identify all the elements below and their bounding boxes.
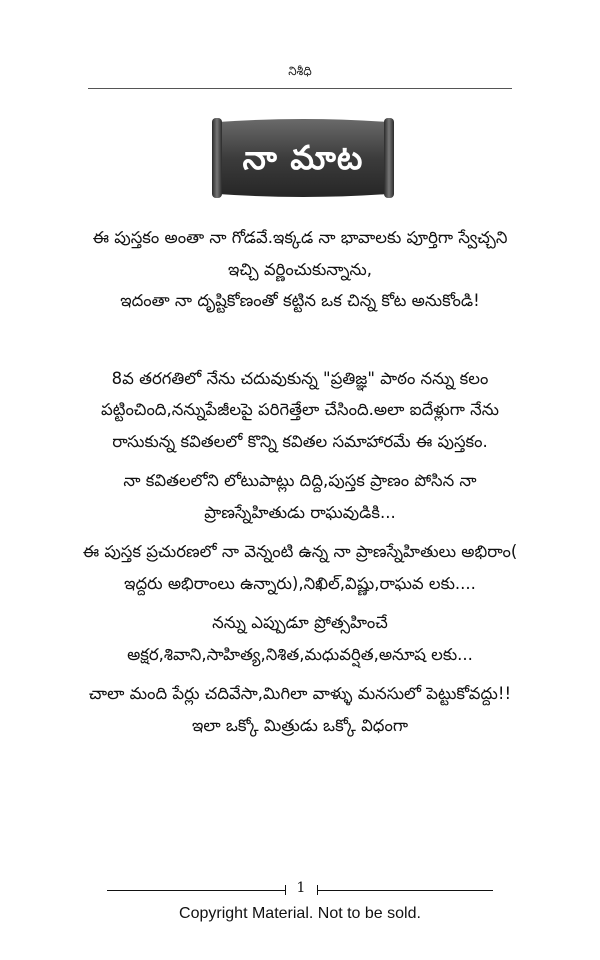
copyright-notice: Copyright Material. Not to be sold.	[179, 905, 421, 922]
footer-rule-right	[317, 890, 493, 891]
chapter-banner	[210, 114, 396, 202]
paragraph: నన్ను ఎప్పుడూ ప్రోత్సహించే అక్షర,శివాని,సాహిత్య,నిశిత,మధువర్షిత,అనూష లకు...	[127, 613, 473, 664]
paragraph: ఈ పుస్తక ప్రచురణలో నా వెన్నంటి ఉన్న నా ప్రాణస్నేహితులు అభిరాం( ఇద్దరు అభిరాంలు ఉన్నారు),నిఖిల్,విష్ణు,రాఘవ లకు....	[82, 542, 518, 593]
running-head-title: నిశీధి	[288, 64, 312, 78]
paragraph: ఈ పుస్తకం అంతా నా గోడవే.ఇక్కడ నా భావాలకు పూర్తిగా స్వేచ్చని ఇచ్చి వర్ణించుకున్నాను,	[92, 228, 508, 279]
paragraph: ఇదంతా నా దృష్టికోణంతో కట్టిన ఒక చిన్న కోట అనుకోండి!	[120, 291, 480, 310]
header-divider	[88, 88, 512, 89]
paragraph: 8వ తరగతిలో నేను చదువుకున్న "ప్రతిజ్ఞ" పాఠం నన్ను కలం పట్టించింది,నన్నుపేజీలపై పరిగెత్తేలా చేసింది.అలా ఐదేళ్లుగా నేను రాసుకున్న కవితలలో కొన్ని కవితల సమాహారమే ఈ పుస్తకం.	[100, 368, 500, 451]
paragraph-gap	[78, 317, 522, 363]
paragraph: చాలా మంది పేర్లు చదివేసా,మిగిలా వాళ్ళు మనసులో పెట్టుకోవద్దు!! ఇలా ఒక్కో మిత్రుడు ఒక్కో విధంగా	[88, 684, 512, 735]
page-number: 1	[296, 880, 306, 896]
preface-body	[78, 222, 522, 741]
paragraph: నా కవితలలోని లోటుపాట్లు దిద్ది,పుస్తక ప్రాణం పోసిన నా ప్రాణస్నేహితుడు రాఘవుడికి...	[123, 471, 477, 522]
chapter-title: నా మాట	[242, 138, 364, 177]
footer-rule-left	[107, 890, 285, 891]
